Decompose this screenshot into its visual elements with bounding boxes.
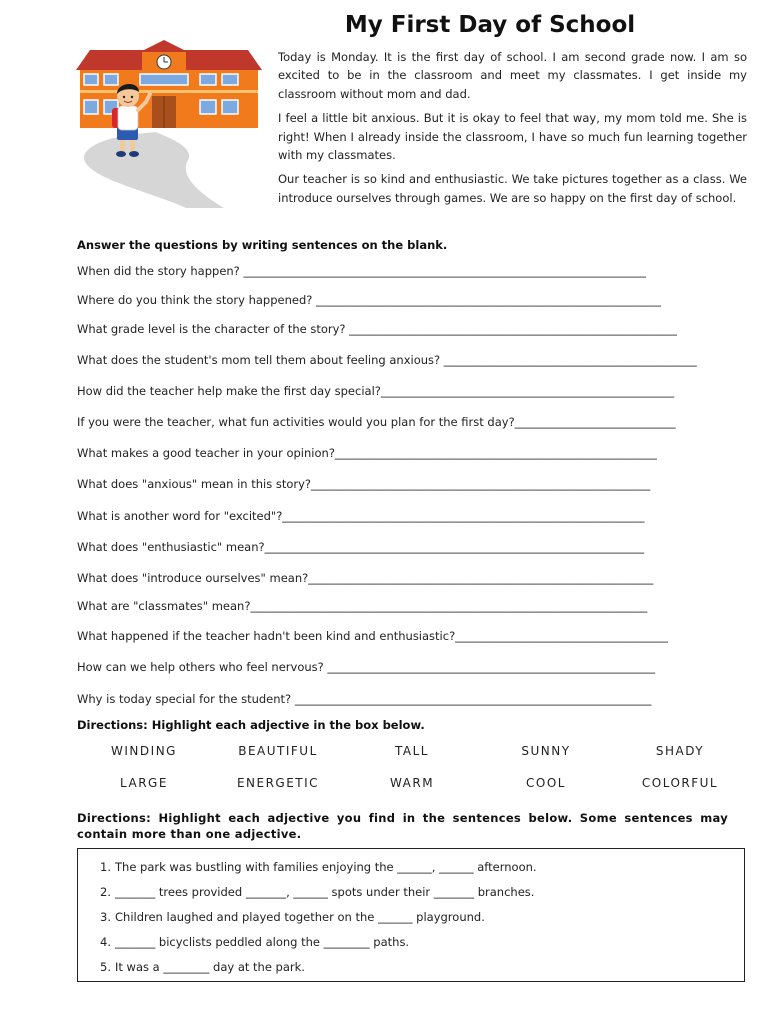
question-line: What are "classmates" mean?_____________________________________________________________________ <box>77 599 648 613</box>
story-paragraph: I feel a little bit anxious. But it is okay to feel that way, my mom told me. She is right! When I already inside the classroom, I have so much fun learning together with my classmates. <box>278 111 747 163</box>
story-text <box>278 48 747 213</box>
adjective-word: BEAUTIFUL <box>238 744 318 758</box>
question-line: What grade level is the character of the story? _________________________________________________________ <box>77 322 677 336</box>
question-line: What does the student's mom tell them about feeling anxious? ____________________________________________ <box>77 353 697 367</box>
question-line: What does "anxious" mean in this story?___________________________________________________________ <box>77 477 651 491</box>
questions-heading: Answer the questions by writing sentences on the blank. <box>77 238 448 252</box>
sentence-item <box>100 930 744 955</box>
question-line: How can we help others who feel nervous? _________________________________________________________ <box>77 660 656 674</box>
sentences-box <box>77 848 745 982</box>
adjective-word: SUNNY <box>521 744 571 758</box>
question-line: What does "enthusiastic" mean?__________________________________________________________________ <box>77 540 645 554</box>
question-line: If you were the teacher, what fun activities would you plan for the first day?____________________________ <box>77 415 676 429</box>
story-paragraph: Our teacher is so kind and enthusiastic. We take pictures together as a class. We introduce ourselves through games. We are so happy on the first day of school. <box>278 172 747 205</box>
sentence-item <box>100 880 744 905</box>
adjective-word: COLORFUL <box>641 776 719 790</box>
sentence-number: 3. <box>100 910 111 924</box>
adjective-word: LARGE <box>120 776 168 790</box>
directions-sentences: Directions: Highlight each adjective you find in the sentences below. Some sentences may contain more than one adjective. <box>77 811 728 841</box>
question-line: What happened if the teacher hadn't been kind and enthusiastic?_____________________________________ <box>77 629 668 643</box>
sentence-text: Children laughed and played together on the ______ playground. <box>115 910 485 924</box>
question-line: When did the story happen? ______________________________________________________________________ <box>77 264 646 278</box>
adjective-word: WINDING <box>111 744 177 758</box>
school-building <box>76 40 262 128</box>
adjective-word: ENERGETIC <box>236 776 320 790</box>
question-line: What makes a good teacher in your opinion?________________________________________________________ <box>77 446 657 460</box>
road-path <box>84 132 224 208</box>
question-line: Where do you think the story happened? ____________________________________________________________ <box>77 293 662 307</box>
adjective-word-box <box>77 743 747 791</box>
sentence-list <box>78 849 744 980</box>
sentence-number: 1. <box>100 860 111 874</box>
sentence-item <box>100 905 744 930</box>
sentence-text: _______ trees provided _______, ______ spots under their _______ branches. <box>115 885 535 899</box>
question-line: How did the teacher help make the first day special?___________________________________________________ <box>77 384 675 398</box>
adjective-word: WARM <box>389 776 435 790</box>
question-line: What is another word for "excited"?_______________________________________________________________ <box>77 509 645 523</box>
sentence-number: 4. <box>100 935 111 949</box>
adjective-word: TALL <box>395 744 429 758</box>
sentence-number: 5. <box>100 960 111 974</box>
story-paragraph: Today is Monday. It is the first day of school. I am second grade now. I am so excited to be in the classroom and meet my classmates. I get inside my classroom without mom and dad. <box>278 50 747 101</box>
directions-adjective-box: Directions: Highlight each adjective in the box below. <box>77 718 425 732</box>
sentence-item <box>100 955 744 980</box>
sentence-text: It was a ________ day at the park. <box>115 960 305 974</box>
sentence-number: 2. <box>100 885 111 899</box>
sentence-text: The park was bustling with families enjoying the ______, ______ afternoon. <box>115 860 537 874</box>
question-line: What does "introduce ourselves" mean?____________________________________________________________ <box>77 571 654 585</box>
sentence-text: _______ bicyclists peddled along the ________ paths. <box>115 935 410 949</box>
adjective-word: COOL <box>526 776 566 790</box>
adjective-word: SHADY <box>655 744 705 758</box>
school-illustration <box>76 40 262 210</box>
question-line: Why is today special for the student? ______________________________________________________________ <box>77 692 652 706</box>
sentence-item <box>100 855 744 880</box>
page-title: My First Day of School <box>344 12 636 38</box>
